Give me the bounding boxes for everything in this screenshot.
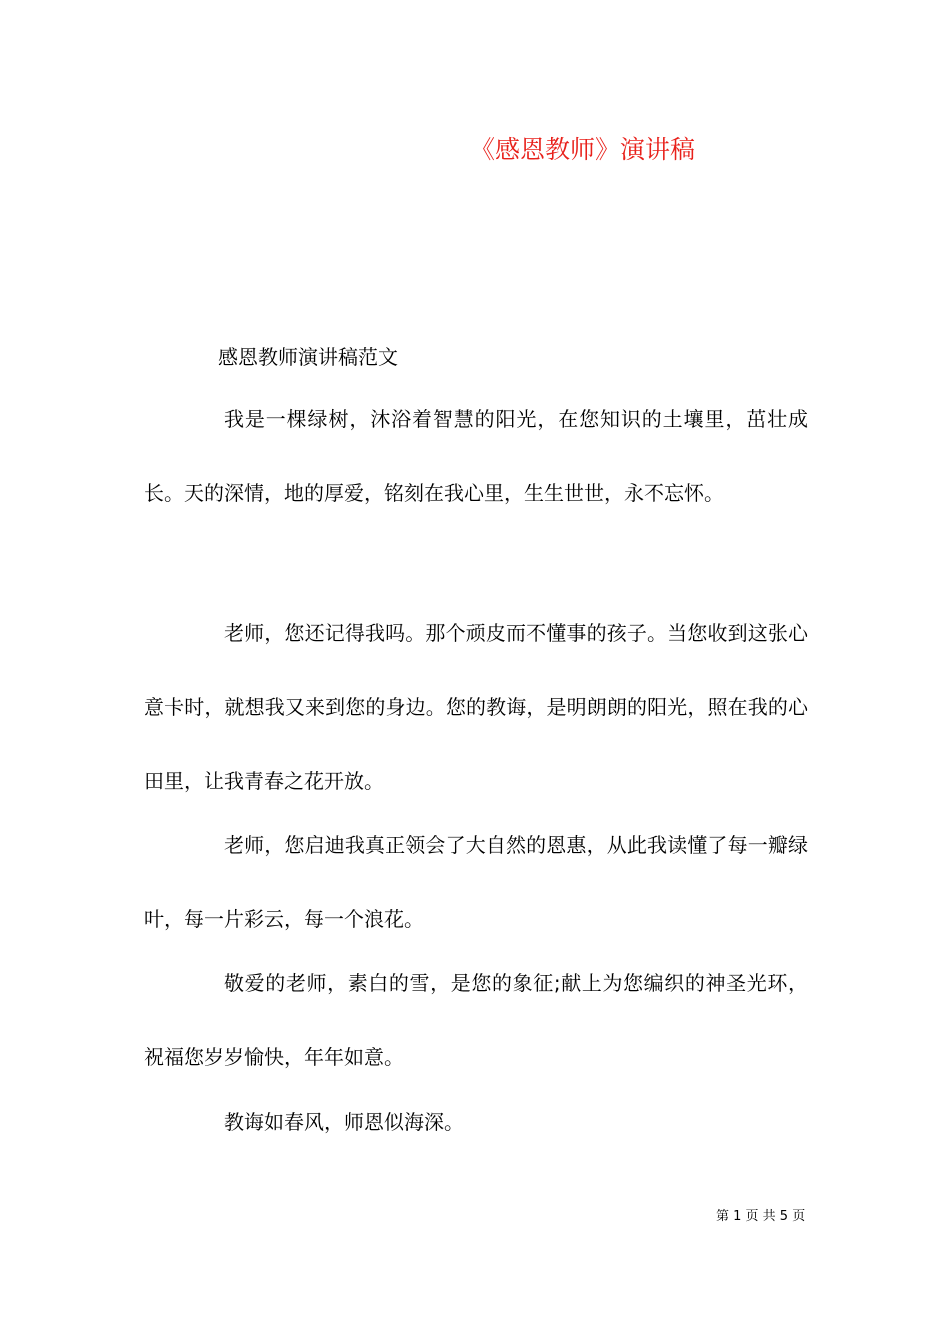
page-footer: 第 1 页 共 5 页 xyxy=(716,1209,806,1224)
paragraph-1: 我是一棵绿树，沐浴着智慧的阳光，在您知识的土壤里，茁壮成长。天的深情，地的厚爱，铭刻在我心里，生生世世，永不忘怀。 xyxy=(144,407,808,505)
document-subtitle: 感恩教师演讲稿范文 xyxy=(218,345,398,369)
paragraph-4: 敬爱的老师，素白的雪，是您的象征;献上为您编织的神圣光环，祝福您岁岁愉快，年年如意。 xyxy=(144,971,808,1069)
document-title: 《感恩教师》演讲稿 xyxy=(470,135,696,164)
paragraph-3: 老师，您启迪我真正领会了大自然的恩惠，从此我读懂了每一瓣绿叶，每一片彩云，每一个浪花。 xyxy=(144,833,808,931)
paragraph-2: 老师，您还记得我吗。那个顽皮而不懂事的孩子。当您收到这张心意卡时，就想我又来到您的身边。您的教诲，是明朗朗的阳光，照在我的心田里，让我青春之花开放。 xyxy=(144,621,808,793)
paragraph-5: 教诲如春风，师恩似海深。 xyxy=(224,1110,464,1134)
